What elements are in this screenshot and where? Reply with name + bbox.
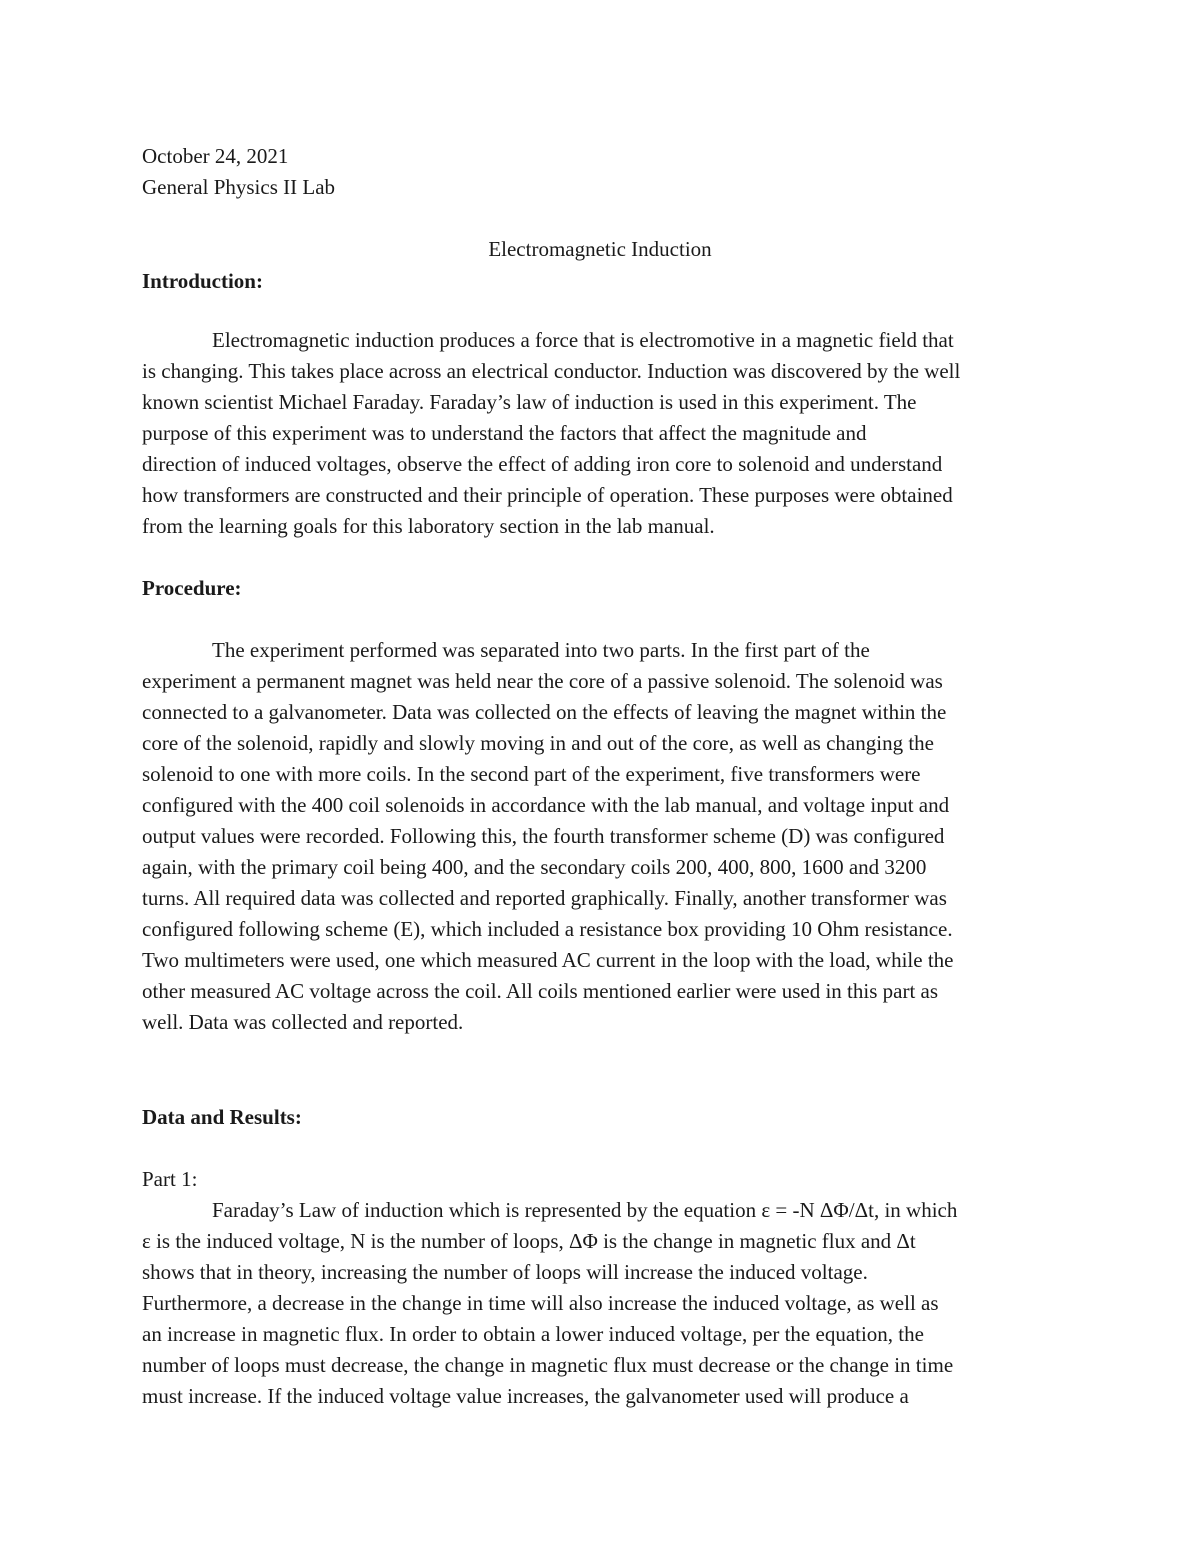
paragraph-line: other measured AC voltage across the coil. All coils mentioned earlier were used in this part as <box>142 979 939 1003</box>
paragraph-line: shows that in theory, increasing the number of loops will increase the induced voltage. <box>142 1260 868 1284</box>
paragraph-line: Electromagnetic induction produces a force that is electromotive in a magnetic field that <box>212 328 954 352</box>
paragraph-line: connected to a galvanometer. Data was collected on the effects of leaving the magnet within the <box>142 700 947 724</box>
paragraph-line: how transformers are constructed and their principle of operation. These purposes were obtained <box>142 483 953 507</box>
paragraph-line: must increase. If the induced voltage value increases, the galvanometer used will produce a <box>142 1384 909 1408</box>
paragraph-line: purpose of this experiment was to understand the factors that affect the magnitude and <box>142 421 867 445</box>
paragraph-line: well. Data was collected and reported. <box>142 1010 464 1034</box>
paragraph-line: ε is the induced voltage, N is the number of loops, ΔΦ is the change in magnetic flux and Δt <box>142 1229 916 1253</box>
paragraph-line: Furthermore, a decrease in the change in time will also increase the induced voltage, as well as <box>142 1291 939 1315</box>
paragraph-line: turns. All required data was collected and reported graphically. Finally, another transformer was <box>142 886 947 910</box>
paragraph-line: core of the solenoid, rapidly and slowly moving in and out of the core, as well as changing the <box>142 731 934 755</box>
paragraph-line: direction of induced voltages, observe the effect of adding iron core to solenoid and understand <box>142 452 943 476</box>
paragraph-line: known scientist Michael Faraday. Faraday’s law of induction is used in this experiment. The <box>142 390 917 414</box>
data-results-heading: Data and Results: <box>142 1105 302 1129</box>
paragraph-line: configured following scheme (E), which included a resistance box providing 10 Ohm resistance. <box>142 917 953 941</box>
paragraph-line: an increase in magnetic flux. In order to obtain a lower induced voltage, per the equation, the <box>142 1322 924 1346</box>
paragraph-line: experiment a permanent magnet was held near the core of a passive solenoid. The solenoid was <box>142 669 943 693</box>
paragraph-line: again, with the primary coil being 400, and the secondary coils 200, 400, 800, 1600 and 3200 <box>142 855 927 879</box>
paragraph-line: output values were recorded. Following this, the fourth transformer scheme (D) was configured <box>142 824 945 848</box>
date-line: October 24, 2021 <box>142 144 289 168</box>
paragraph-line: number of loops must decrease, the change in magnetic flux must decrease or the change in time <box>142 1353 954 1377</box>
paragraph-line: Faraday’s Law of induction which is represented by the equation ε = -N ΔΦ/Δt, in which <box>212 1198 958 1222</box>
paragraph-line: from the learning goals for this laboratory section in the lab manual. <box>142 514 715 538</box>
paragraph-line: Two multimeters were used, one which measured AC current in the loop with the load, while the <box>142 948 954 972</box>
procedure-heading: Procedure: <box>142 576 242 600</box>
document-title: Electromagnetic Induction <box>488 237 712 261</box>
introduction-heading: Introduction: <box>142 269 263 293</box>
course-line: General Physics II Lab <box>142 175 336 199</box>
paragraph-line: is changing. This takes place across an electrical conductor. Induction was discovered by the well <box>142 359 961 383</box>
paragraph-line: solenoid to one with more coils. In the second part of the experiment, five transformers were <box>142 762 921 786</box>
part-label: Part 1: <box>142 1167 198 1191</box>
paragraph-line: The experiment performed was separated into two parts. In the first part of the <box>212 638 870 662</box>
paragraph-line: configured with the 400 coil solenoids in accordance with the lab manual, and voltage input and <box>142 793 950 817</box>
